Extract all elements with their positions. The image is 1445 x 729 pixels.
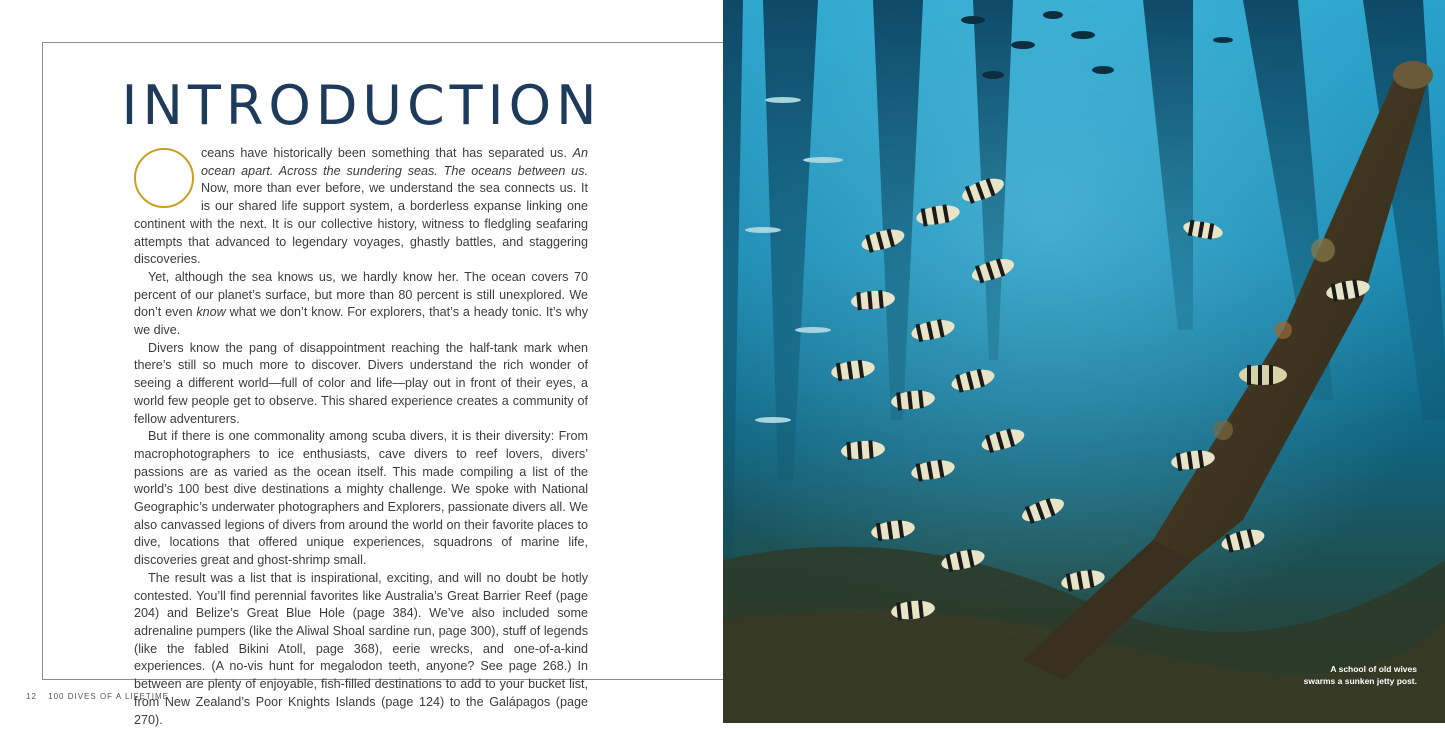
drop-cap-o-ring <box>134 148 194 208</box>
caption-line: A school of old wives <box>1330 664 1417 674</box>
photo-caption <box>1304 664 1417 687</box>
running-title: 100 DIVES OF A LIFETIME <box>48 692 169 701</box>
page-number: 12 <box>26 692 37 701</box>
introduction-body <box>134 145 588 729</box>
caption-line: swarms a sunken jetty post. <box>1303 675 1417 686</box>
paragraph: The result was a list that is inspirational, exciting, and will no doubt be hotly contested. You’ll find perennial favorites like Australia’s Great Barrier Reef (page 204) and Belize’s Great Blue Hole (page 384). We’ve also included some adrenaline pumpers (like the Aliwal Shoal sardine run, page 300), stuff of legends (like the fabled Bikini Atoll, page 368), eerie wrecks, and one-of-a-kind experiences. (A no-vis hunt for megalodon teeth, anyone? See page 268.) In between are plenty of enjoyable, fish-filled destinations to add to your bucket list, from New Zealand’s Poor Knights Islands (page 124) to the Galápagos (page 270). <box>134 570 588 727</box>
page-footer <box>26 692 169 701</box>
jetty-fish-illustration <box>723 0 1445 723</box>
paragraph: Divers know the pang of disappointment reaching the half-tank mark when there’s still so much more to discover. Divers understand the rich wonder of seeing a different world—full of color and life—play out in front of their eyes, a world few people get to observe. This shared experience creates a community of fellow adventurers. <box>134 340 588 426</box>
page-title: INTRODUCTION <box>121 74 602 137</box>
paragraph: ceans have historically been something that has separated us. An ocean apart. Across the sundering seas. The oceans between us. Now, more than ever before, we understand the sea connects us. It is our shared life support system, a borderless expanse linking one continent with the next. It is our collective history, witness to fledgling seafaring attempts that advanced to legendary voyages, ghastly battles, and staggering discoveries. <box>134 146 588 267</box>
underwater-photo <box>723 0 1445 723</box>
paragraph: But if there is one commonality among scuba divers, it is their diversity: From macrophotographers to ice enthusiasts, cave divers to reef lovers, divers’ passions are as varied as the ocean itself. This made compiling a list of the world’s 100 best dive destinations a mighty challenge. We spoke with National Geographic’s underwater photographers and Explorers, passionate divers all. We also canvassed legions of divers from around the world on their favorite places to dive, locations that offered unique experiences, squadrons of marine life, discoveries great and ghost-shrimp small. <box>134 429 588 568</box>
paragraph: Yet, although the sea knows us, we hardly know her. The ocean covers 70 percent of our planet’s surface, but more than 80 percent is still unexplored. We don’t even know what we don’t know. For explorers, that’s a heady tonic. It’s why we dive. <box>134 269 588 338</box>
left-page <box>0 0 723 727</box>
